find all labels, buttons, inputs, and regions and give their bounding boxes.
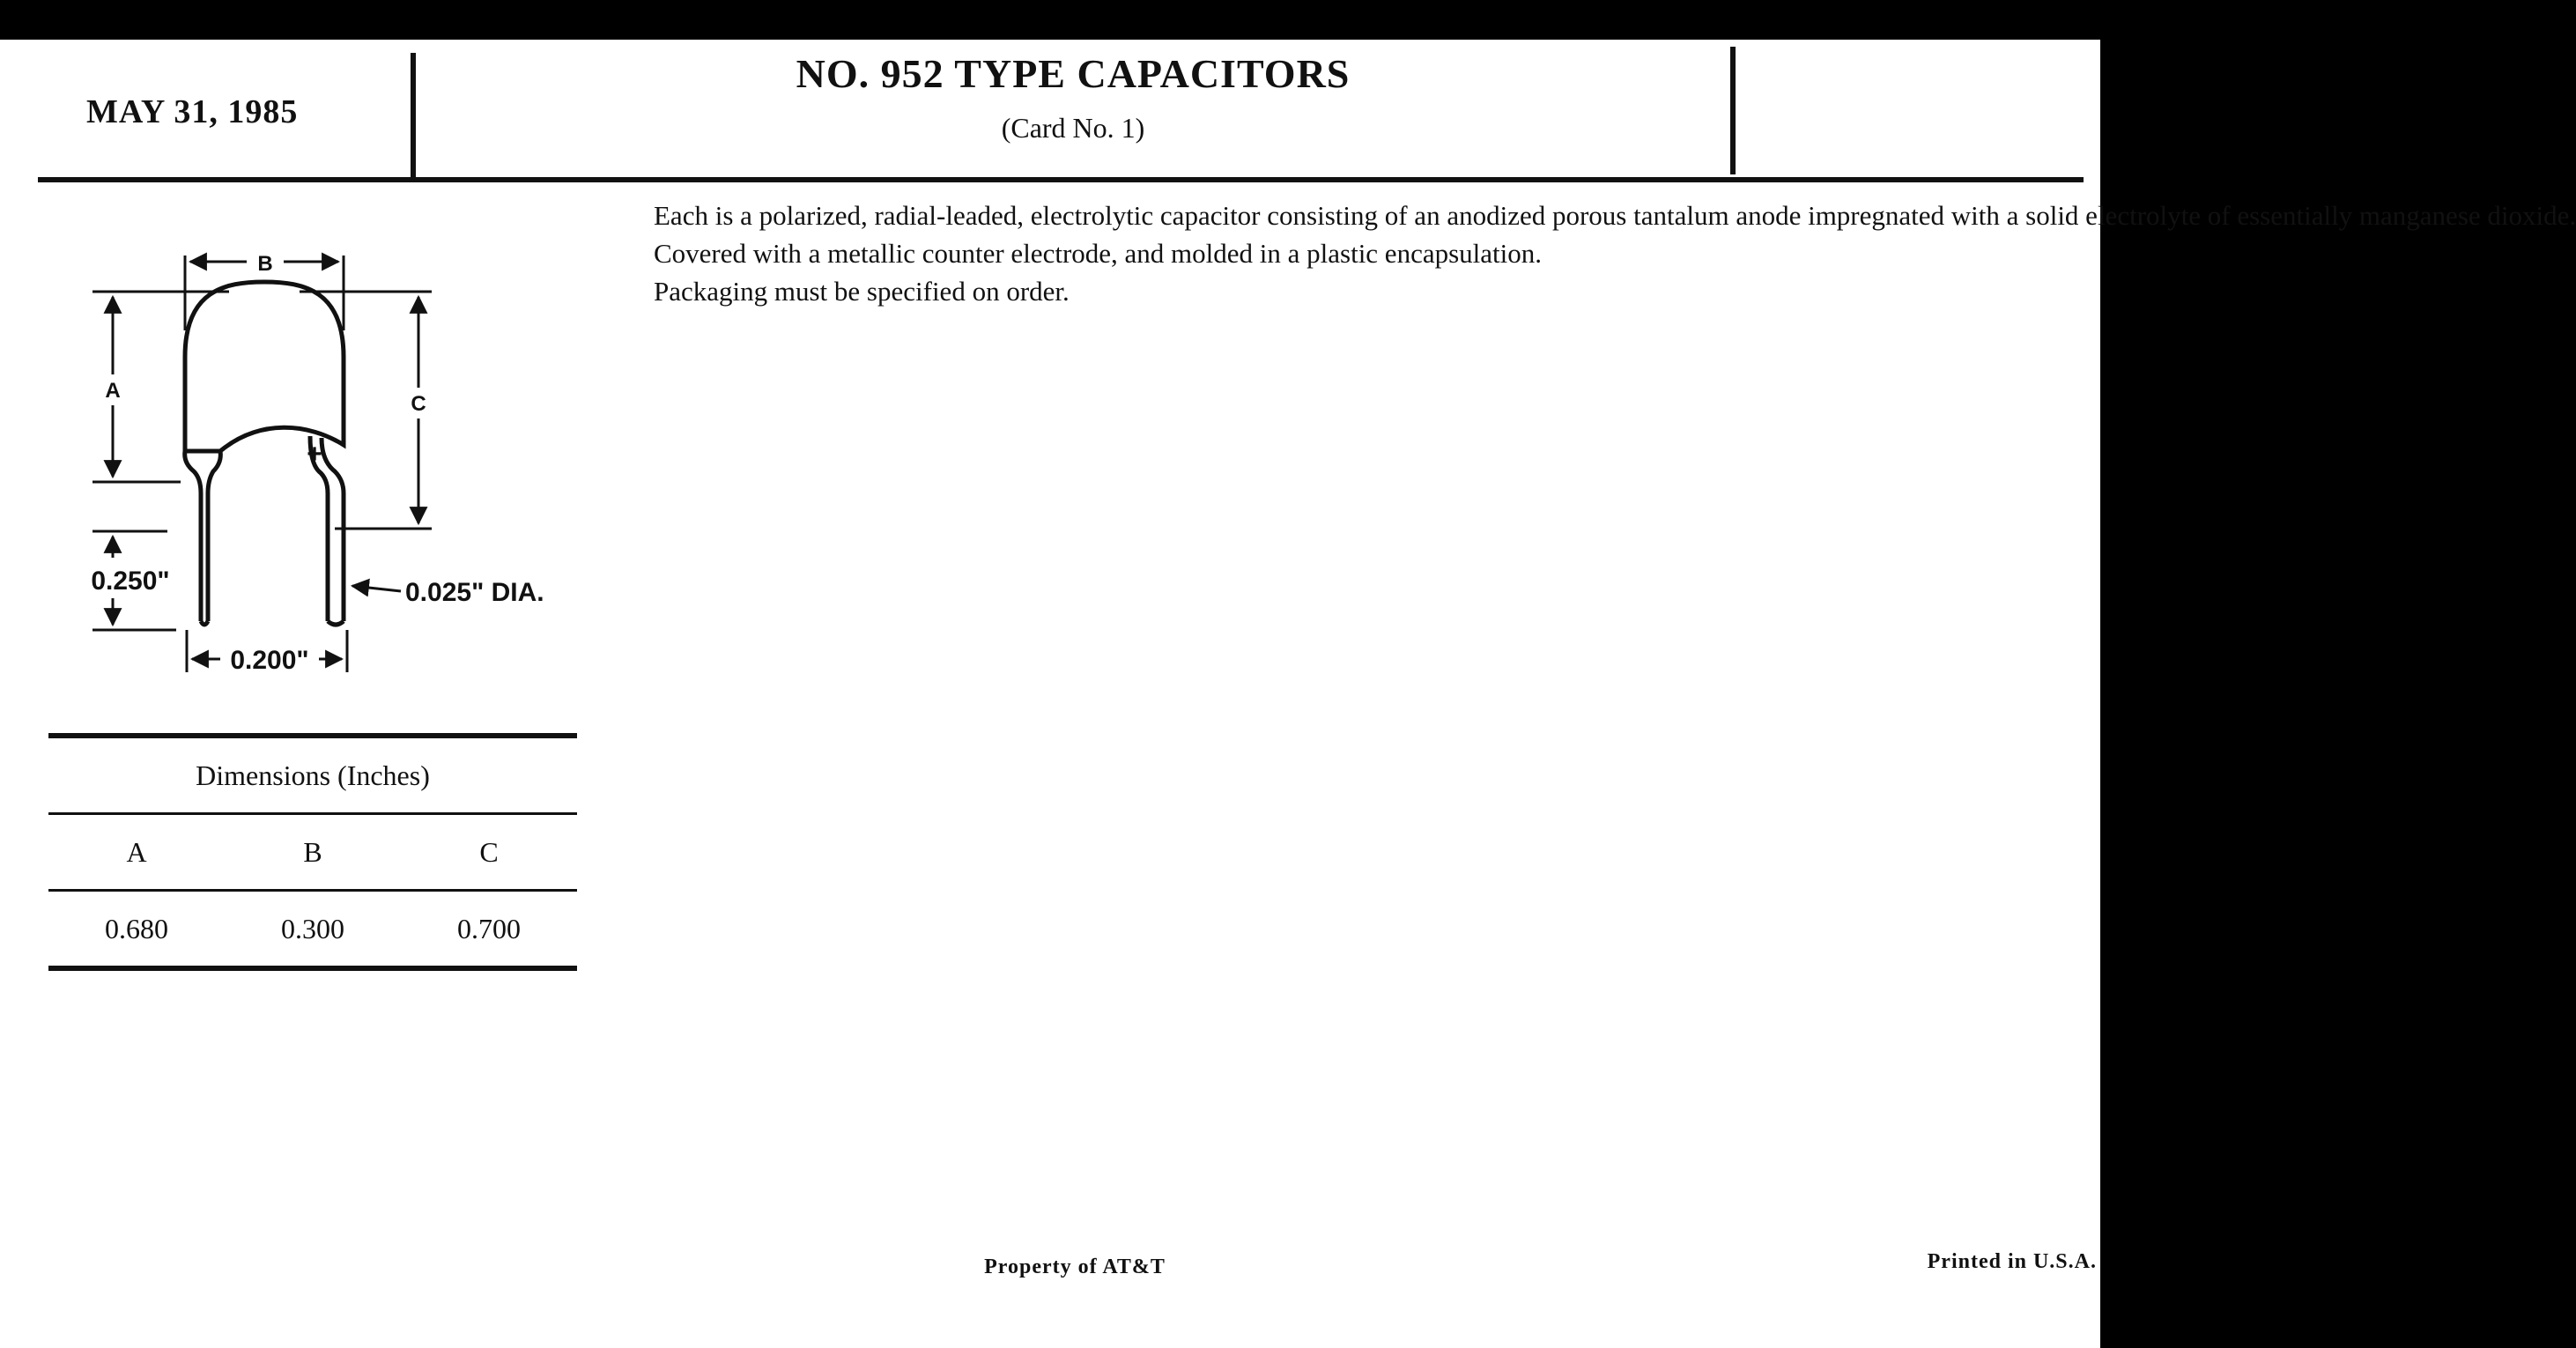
header-divider-right	[1730, 47, 1736, 174]
capacitor-body	[185, 282, 344, 451]
diagram-label-c: C	[411, 392, 426, 416]
description-line-3: Packaging must be specified on order.	[654, 276, 1070, 307]
capacitor-diagram	[35, 198, 599, 692]
description	[654, 196, 2576, 310]
diagram-plus: +	[307, 440, 322, 469]
diagram-label-a: A	[105, 379, 121, 403]
dimensions-value-c: 0.700	[457, 912, 521, 944]
dimensions-header-c: C	[479, 835, 499, 868]
diagram-label-b: B	[257, 252, 273, 276]
card-date: MAY 31, 1985	[86, 93, 299, 130]
dimensions-table	[48, 733, 577, 971]
diagram-lead-length: 0.250"	[91, 567, 170, 596]
dimensions-header-a: A	[126, 835, 147, 868]
header-rule	[38, 177, 2084, 182]
dimensions-value-a: 0.680	[105, 912, 168, 944]
document-card	[0, 40, 2576, 1348]
card-subtitle: (Card No. 1)	[1001, 112, 1145, 144]
dimensions-value-b: 0.300	[281, 912, 344, 944]
dimensions-value-row	[48, 892, 577, 966]
footer-printed: Printed in U.S.A.	[1927, 1250, 2097, 1273]
dimensions-title: Dimensions (Inches)	[196, 759, 430, 791]
dimensions-bottom-rule	[48, 966, 577, 971]
dimensions-header-b: B	[303, 835, 322, 868]
description-line-1: Each is a polarized, radial-leaded, electrolytic capacitor consisting of an anodized porous tantalum anode impregnated with a solid electrolyte of essentially manganese dioxide.	[654, 200, 2576, 231]
dimensions-header-row	[48, 815, 577, 889]
diagram-lead-dia: 0.025" DIA.	[405, 578, 544, 607]
card-title: NO. 952 TYPE CAPACITORS	[796, 51, 1351, 96]
lead-left	[185, 451, 201, 621]
footer-property: Property of AT&T	[984, 1255, 1166, 1278]
lead-left-inner	[208, 451, 220, 621]
description-line-2: Covered with a metallic counter electrode, and molded in a plastic encapsulation.	[654, 238, 1542, 269]
diagram-lead-spacing: 0.200"	[230, 646, 309, 675]
